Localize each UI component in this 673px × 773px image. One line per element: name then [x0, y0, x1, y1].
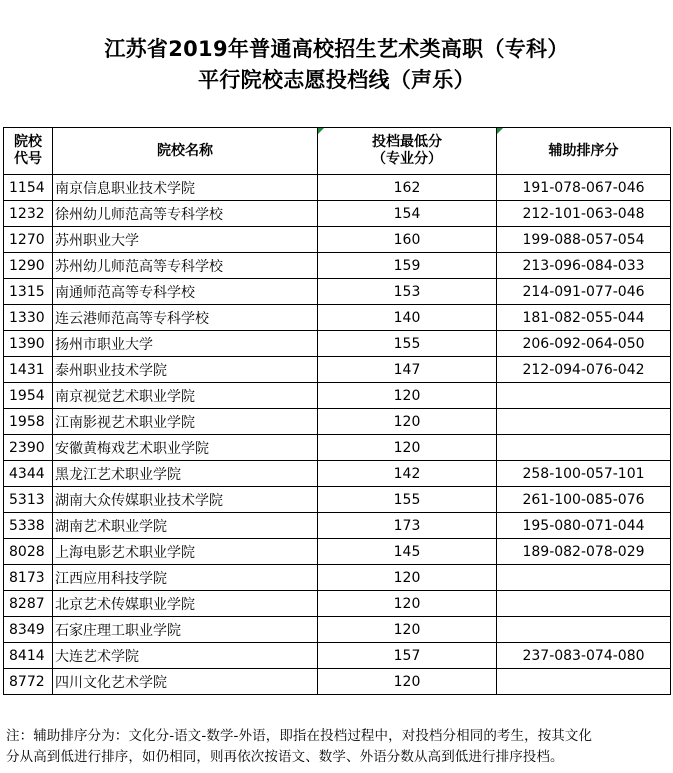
cell-rank: 258-100-057-101	[497, 461, 671, 487]
cell-name: 连云港师范高等专科学校	[53, 305, 318, 331]
footnote-line-1: 注：辅助排序分为：文化分-语文-数学-外语，即指在投档过程中，对投档分相同的考生，按其文化	[6, 728, 593, 744]
title-line-2: 平行院校志愿投档线（声乐）	[198, 68, 475, 92]
cell-marker-icon	[318, 128, 324, 134]
table-row	[4, 331, 671, 357]
cell-rank: 199-088-057-054	[497, 227, 671, 253]
cell-code: 1390	[4, 331, 53, 357]
cell-name: 苏州幼儿师范高等专科学校	[53, 253, 318, 279]
table-row	[4, 617, 671, 643]
cell-code: 8028	[4, 539, 53, 565]
cell-rank: 195-080-071-044	[497, 513, 671, 539]
cell-name: 北京艺术传媒职业学院	[53, 591, 318, 617]
table-row	[4, 201, 671, 227]
header-code	[4, 128, 53, 175]
cell-code: 8287	[4, 591, 53, 617]
cell-code: 2390	[4, 435, 53, 461]
cell-rank	[497, 565, 671, 591]
cell-score: 120	[318, 565, 497, 591]
table-row	[4, 591, 671, 617]
cell-name: 南通师范高等专科学校	[53, 279, 318, 305]
cell-score: 159	[318, 253, 497, 279]
cell-code: 5313	[4, 487, 53, 513]
cell-name: 石家庄理工职业学院	[53, 617, 318, 643]
table-row	[4, 513, 671, 539]
table-row	[4, 175, 671, 201]
cell-score: 120	[318, 383, 497, 409]
header-score	[318, 128, 497, 175]
cell-code: 1315	[4, 279, 53, 305]
cell-name: 湖南艺术职业学院	[53, 513, 318, 539]
cell-rank: 191-078-067-046	[497, 175, 671, 201]
cell-name: 江西应用科技学院	[53, 565, 318, 591]
cell-code: 1330	[4, 305, 53, 331]
cell-rank	[497, 383, 671, 409]
cell-name: 苏州职业大学	[53, 227, 318, 253]
cell-score: 157	[318, 643, 497, 669]
cell-name: 江南影视艺术职业学院	[53, 409, 318, 435]
table-row	[4, 305, 671, 331]
cell-name: 黑龙江艺术职业学院	[53, 461, 318, 487]
header-score-line-2: （专业分）	[372, 151, 442, 167]
table-row	[4, 565, 671, 591]
cell-rank: 237-083-074-080	[497, 643, 671, 669]
cell-code: 1290	[4, 253, 53, 279]
cell-score: 160	[318, 227, 497, 253]
header-rank	[497, 128, 671, 175]
cell-marker-icon	[497, 128, 503, 134]
cell-code: 8772	[4, 669, 53, 695]
cell-name: 上海电影艺术职业学院	[53, 539, 318, 565]
cell-score: 154	[318, 201, 497, 227]
header-name: 院校名称	[53, 128, 318, 175]
cell-code: 1270	[4, 227, 53, 253]
header-row	[4, 128, 671, 175]
cell-score: 120	[318, 409, 497, 435]
table-row	[4, 227, 671, 253]
cell-code: 8414	[4, 643, 53, 669]
cell-score: 162	[318, 175, 497, 201]
header-code-line-2: 代号	[14, 151, 42, 167]
cell-code: 5338	[4, 513, 53, 539]
cell-name: 扬州市职业大学	[53, 331, 318, 357]
cell-name: 南京视觉艺术职业学院	[53, 383, 318, 409]
table-row	[4, 435, 671, 461]
cell-score: 120	[318, 591, 497, 617]
cell-code: 8173	[4, 565, 53, 591]
header-rank-label: 辅助排序分	[548, 142, 619, 159]
cell-name: 徐州幼儿师范高等专科学校	[53, 201, 318, 227]
table-row	[4, 409, 671, 435]
cell-name: 湖南大众传媒职业技术学院	[53, 487, 318, 513]
table-row	[4, 643, 671, 669]
cell-score: 155	[318, 487, 497, 513]
cell-name: 南京信息职业技术学院	[53, 175, 318, 201]
cell-rank: 181-082-055-044	[497, 305, 671, 331]
table-row	[4, 279, 671, 305]
cell-score: 155	[318, 331, 497, 357]
cell-name: 泰州职业技术学院	[53, 357, 318, 383]
cell-rank: 212-101-063-048	[497, 201, 671, 227]
cell-rank	[497, 591, 671, 617]
cell-rank	[497, 409, 671, 435]
header-score-line-1: 投档最低分	[372, 134, 442, 150]
table-row	[4, 357, 671, 383]
footnote	[6, 726, 668, 768]
cell-score: 120	[318, 669, 497, 695]
cell-name: 安徽黄梅戏艺术职业学院	[53, 435, 318, 461]
table-row	[4, 461, 671, 487]
cell-rank	[497, 669, 671, 695]
cell-score: 140	[318, 305, 497, 331]
cell-code: 1431	[4, 357, 53, 383]
cell-score: 145	[318, 539, 497, 565]
table-row	[4, 253, 671, 279]
cell-rank: 189-082-078-029	[497, 539, 671, 565]
cell-code: 4344	[4, 461, 53, 487]
footnote-line-2: 分从高到低进行排序，如仍相同，则再依次按语文、数学、外语分数从高到低进行排序投档。	[6, 749, 564, 765]
table-body	[4, 175, 671, 695]
cell-name: 四川文化艺术学院	[53, 669, 318, 695]
admission-table	[3, 127, 671, 695]
cell-code: 1232	[4, 201, 53, 227]
cell-rank: 213-096-084-033	[497, 253, 671, 279]
cell-score: 120	[318, 435, 497, 461]
cell-rank: 214-091-077-046	[497, 279, 671, 305]
cell-rank: 206-092-064-050	[497, 331, 671, 357]
cell-rank	[497, 435, 671, 461]
cell-rank: 212-094-076-042	[497, 357, 671, 383]
table-row	[4, 487, 671, 513]
cell-rank: 261-100-085-076	[497, 487, 671, 513]
cell-score: 142	[318, 461, 497, 487]
cell-rank	[497, 617, 671, 643]
cell-code: 1958	[4, 409, 53, 435]
title-line-1: 江苏省2019年普通高校招生艺术类高职（专科）	[104, 37, 569, 61]
table-row	[4, 669, 671, 695]
header-code-line-1: 院校	[14, 134, 42, 150]
cell-code: 1154	[4, 175, 53, 201]
page-title	[0, 34, 673, 96]
cell-score: 173	[318, 513, 497, 539]
table-row	[4, 539, 671, 565]
cell-code: 8349	[4, 617, 53, 643]
cell-score: 147	[318, 357, 497, 383]
cell-score: 120	[318, 617, 497, 643]
table-row	[4, 383, 671, 409]
cell-code: 1954	[4, 383, 53, 409]
cell-name: 大连艺术学院	[53, 643, 318, 669]
cell-score: 153	[318, 279, 497, 305]
